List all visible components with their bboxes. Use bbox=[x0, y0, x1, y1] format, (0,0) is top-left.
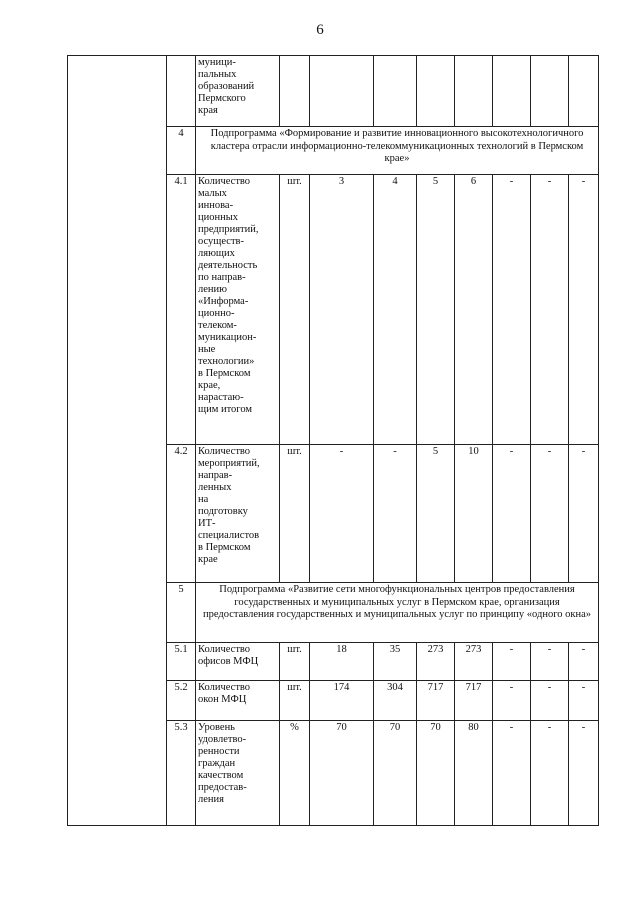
value-cell: - bbox=[493, 643, 531, 681]
value-cell: 70 bbox=[417, 721, 455, 826]
row-number-cell: 4.2 bbox=[167, 445, 196, 583]
value-cell: - bbox=[493, 681, 531, 721]
indicators-table bbox=[67, 55, 599, 826]
value-cell: - bbox=[493, 445, 531, 583]
unit-cell: шт. bbox=[280, 643, 310, 681]
row-number-cell: 5.3 bbox=[167, 721, 196, 826]
value-cell: 717 bbox=[417, 681, 455, 721]
value-cell: 6 bbox=[455, 175, 493, 445]
value-cell: - bbox=[374, 445, 417, 583]
value-cell: 5 bbox=[417, 445, 455, 583]
unit-cell: % bbox=[280, 721, 310, 826]
value-cell: - bbox=[569, 175, 599, 445]
value-cell: 70 bbox=[310, 721, 374, 826]
value-cell: 304 bbox=[374, 681, 417, 721]
value-cell: 70 bbox=[374, 721, 417, 826]
subprogram-title-cell: Подпрограмма «Формирование и развитие инновационного высокотехнологичного кластера отрасли информационно-телекоммуникационных технологий в Пермском крае» bbox=[196, 127, 599, 175]
row-number-cell bbox=[167, 56, 196, 127]
value-cell: - bbox=[310, 445, 374, 583]
left-margin-column bbox=[68, 56, 167, 826]
value-cell: - bbox=[493, 175, 531, 445]
value-cell: - bbox=[569, 721, 599, 826]
value-cell: 273 bbox=[417, 643, 455, 681]
row-number-cell: 5 bbox=[167, 583, 196, 643]
value-cell: 4 bbox=[374, 175, 417, 445]
unit-cell: шт. bbox=[280, 445, 310, 583]
page-number: 6 bbox=[316, 22, 324, 38]
table-row-continued bbox=[68, 56, 599, 127]
value-cell: 5 bbox=[417, 175, 455, 445]
value-cell: 273 bbox=[455, 643, 493, 681]
value-cell: - bbox=[531, 643, 569, 681]
value-cell: - bbox=[569, 643, 599, 681]
value-cell: 80 bbox=[455, 721, 493, 826]
subprogram-title-cell: Подпрограмма «Развитие сети многофункциональных центров предоставления государственных и муниципальных услуг в Пермском крае, организация предоставления государственных и муниципальных услуг по принципу «одного окна» bbox=[196, 583, 599, 643]
row-number-cell: 4 bbox=[167, 127, 196, 175]
value-cell: - bbox=[569, 445, 599, 583]
value-cell: 18 bbox=[310, 643, 374, 681]
row-number-cell: 5.2 bbox=[167, 681, 196, 721]
indicator-name-cell: муници- пальных образований Пермского края bbox=[196, 56, 280, 127]
value-cell: - bbox=[569, 681, 599, 721]
value-cell: 35 bbox=[374, 643, 417, 681]
value-cell: 174 bbox=[310, 681, 374, 721]
indicator-name-cell: Количество малых иннова- ционных предприятий, осуществ- ляющих деятельность по направ- лению «Информа- ционно- телеком- муникацион- ные технологии» в Пермском крае, нарастаю- щим итогом bbox=[196, 175, 280, 445]
value-cell: - bbox=[531, 721, 569, 826]
indicator-name-cell: Количество офисов МФЦ bbox=[196, 643, 280, 681]
unit-cell: шт. bbox=[280, 175, 310, 445]
value-cell: - bbox=[531, 445, 569, 583]
value-cell: - bbox=[531, 681, 569, 721]
value-cell: - bbox=[493, 721, 531, 826]
row-number-cell: 5.1 bbox=[167, 643, 196, 681]
value-cell: 717 bbox=[455, 681, 493, 721]
indicator-name-cell: Количество окон МФЦ bbox=[196, 681, 280, 721]
value-cell: 3 bbox=[310, 175, 374, 445]
unit-cell: шт. bbox=[280, 681, 310, 721]
value-cell: - bbox=[531, 175, 569, 445]
indicator-name-cell: Уровень удовлетво- ренности граждан качеством предостав- ления bbox=[196, 721, 280, 826]
indicator-name-cell: Количество мероприятий, направ- ленных на подготовку ИТ- специалистов в Пермском крае bbox=[196, 445, 280, 583]
row-number-cell: 4.1 bbox=[167, 175, 196, 445]
value-cell: 10 bbox=[455, 445, 493, 583]
